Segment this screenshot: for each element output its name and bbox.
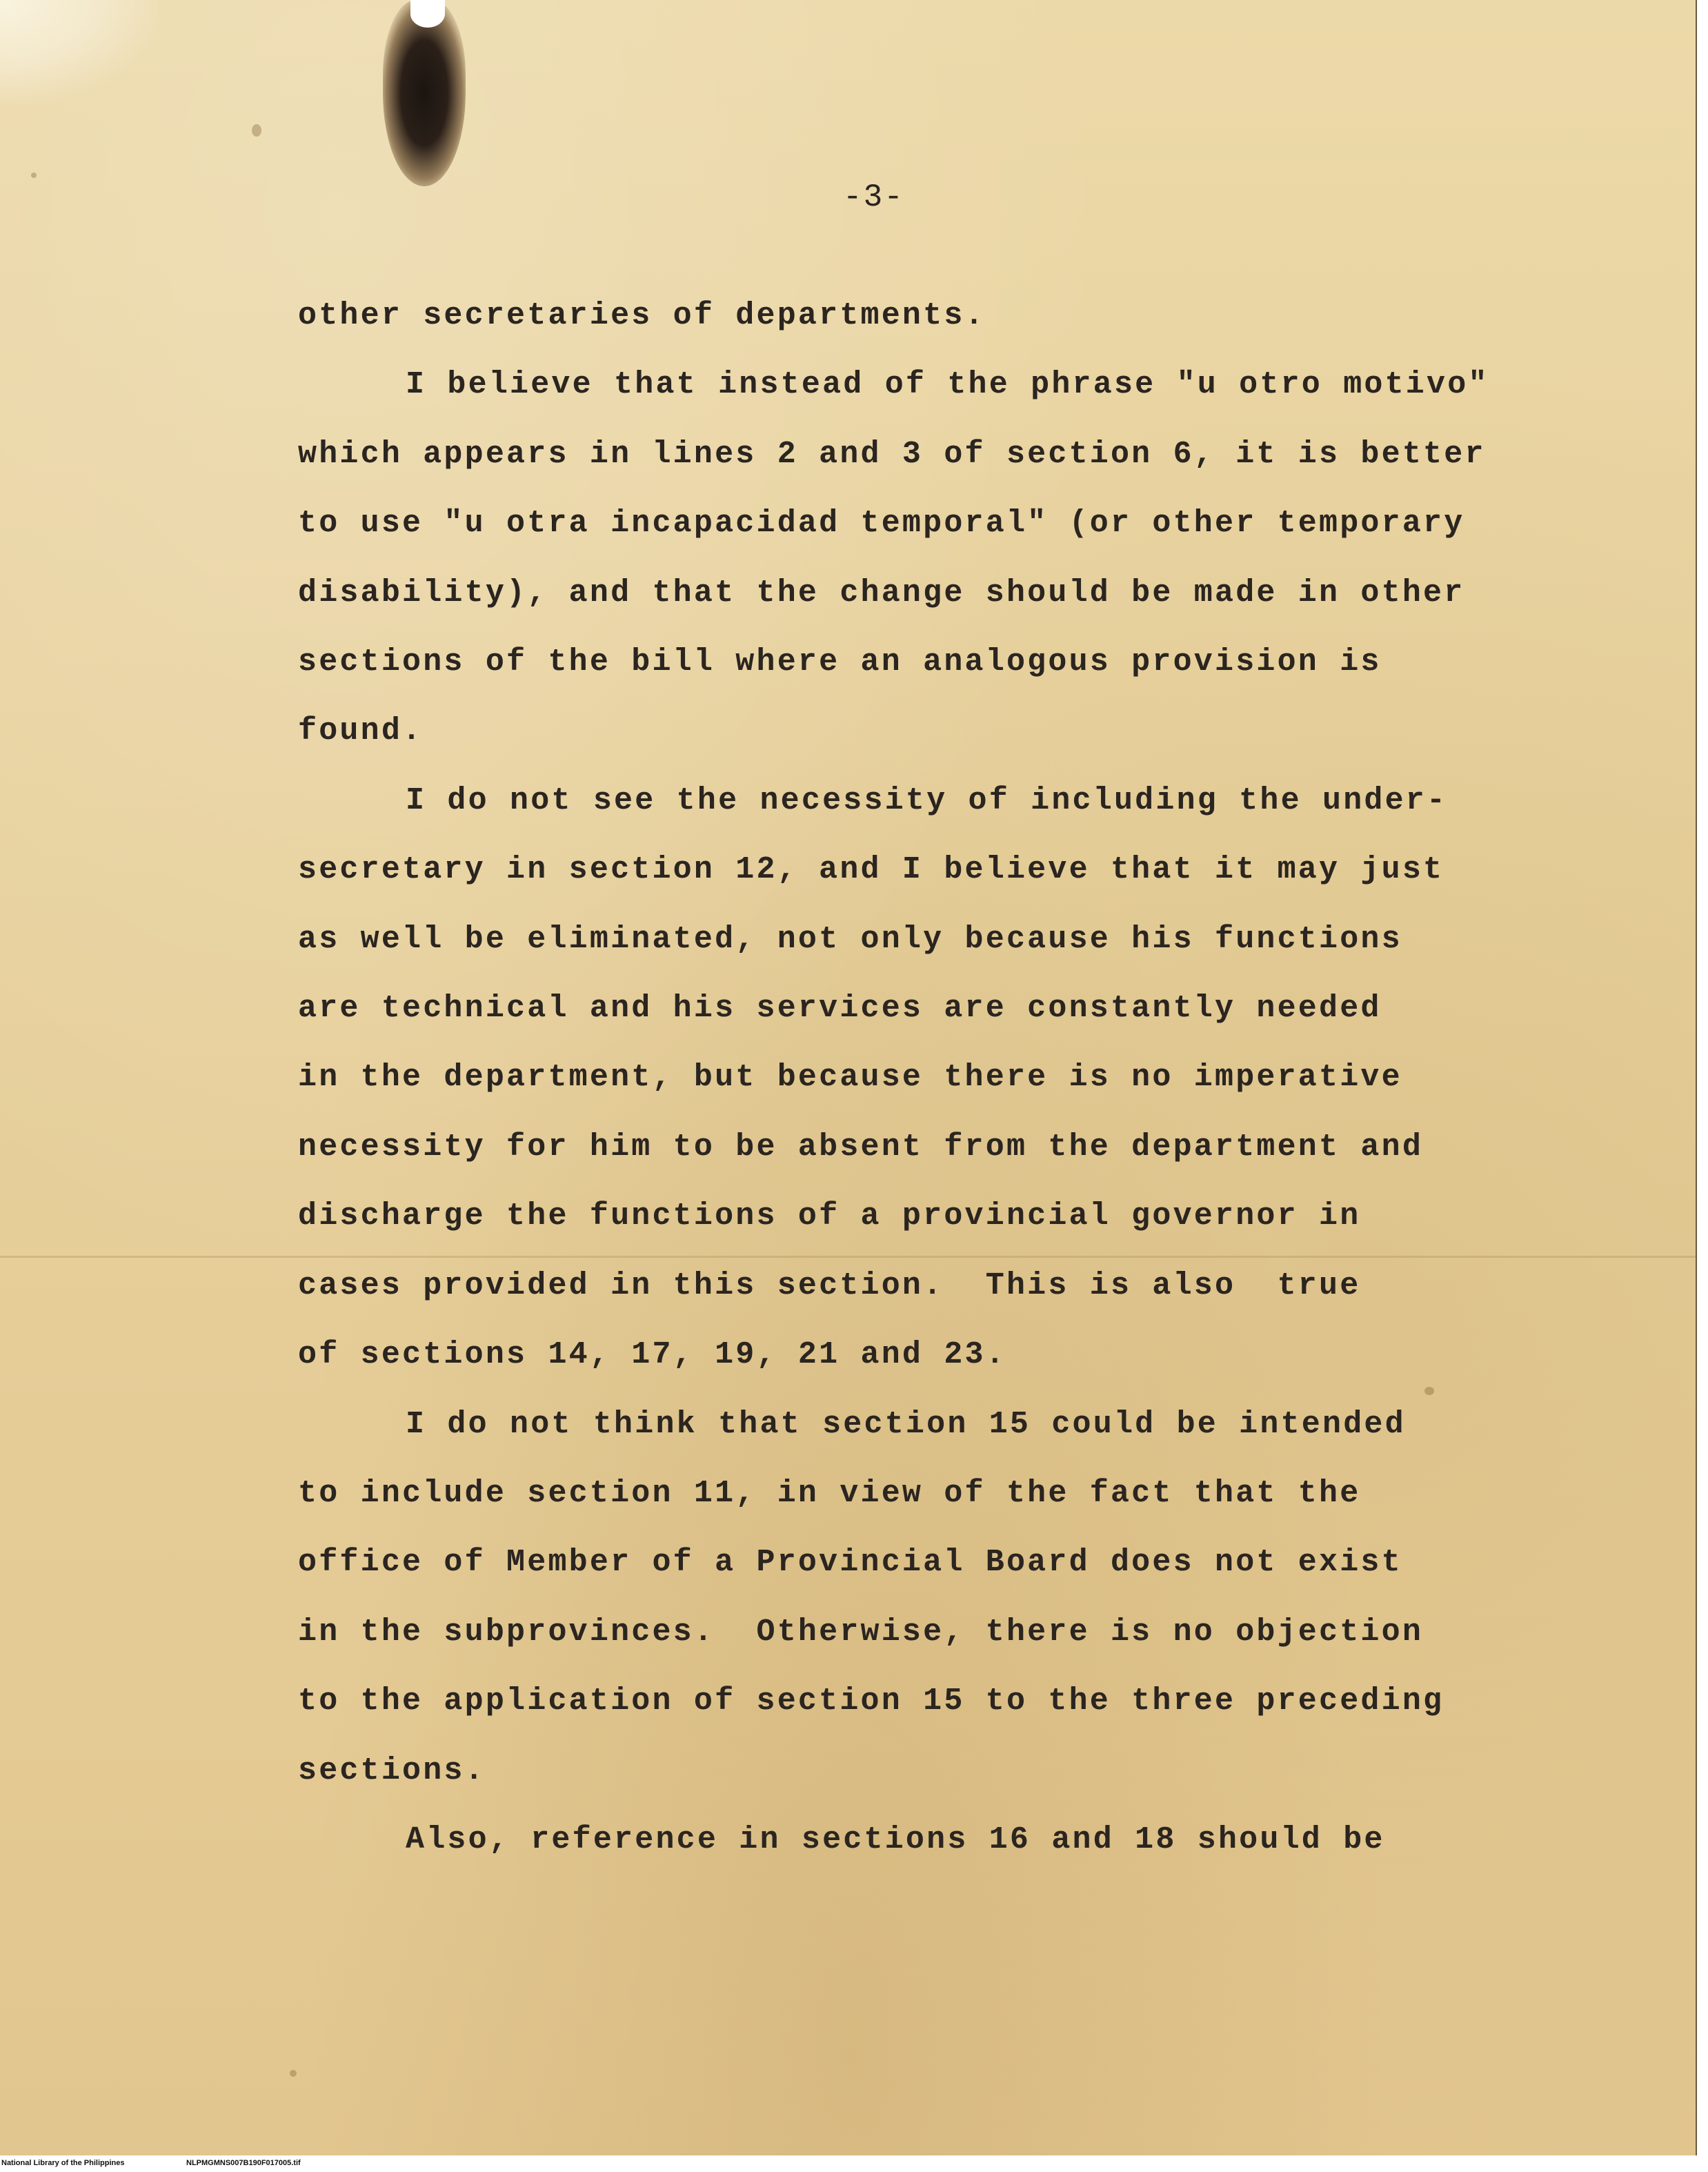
- text-line: sections of the bill where an analogous provision is: [298, 644, 1382, 680]
- text-line: in the department, but because there is no imperative: [298, 1060, 1402, 1096]
- text-line: in the subprovinces. Otherwise, there is no objection: [298, 1614, 1424, 1650]
- ink-speck: [31, 172, 37, 178]
- text-line: I believe that instead of the phrase "u otro motivo": [406, 367, 1489, 403]
- text-line: necessity for him to be absent from the department and: [298, 1129, 1424, 1165]
- text-line: other secretaries of departments.: [298, 298, 986, 333]
- library-credit: National Library of the Philippines: [1, 2159, 125, 2167]
- file-id: NLPMGMNS007B190F017005.tif: [186, 2159, 301, 2167]
- text-line: I do not think that section 15 could be intended: [406, 1406, 1406, 1442]
- text-line: I do not see the necessity of including the under-: [406, 782, 1448, 818]
- text-line: office of Member of a Provincial Board does not exist: [298, 1545, 1402, 1581]
- text-line: which appears in lines 2 and 3 of section 6, it is better: [298, 436, 1486, 472]
- ink-speck: [290, 2070, 297, 2077]
- text-line: discharge the functions of a provincial governor in: [298, 1198, 1361, 1234]
- burn-mark: [383, 0, 466, 186]
- text-line: disability), and that the change should be made in other: [298, 575, 1465, 611]
- text-line: cases provided in this section. This is also true: [298, 1267, 1361, 1303]
- ink-speck: [252, 124, 261, 137]
- text-line: sections.: [298, 1753, 486, 1788]
- text-line: to use "u otra incapacidad temporal" (or other temporary: [298, 506, 1465, 542]
- letter-body: [298, 282, 1512, 1875]
- text-line: found.: [298, 713, 424, 749]
- text-line: Also, reference in sections 16 and 18 should be: [406, 1821, 1385, 1857]
- burn-hole-gap: [410, 0, 445, 28]
- text-line: as well be eliminated, not only because his functions: [298, 921, 1402, 957]
- text-line: to the application of section 15 to the three preceding: [298, 1684, 1444, 1719]
- text-line: secretary in section 12, and I believe that it may just: [298, 852, 1444, 888]
- page-number: -3-: [843, 179, 904, 215]
- page-edge: [1696, 0, 1708, 2155]
- corner-wear: [0, 0, 159, 103]
- text-line: of sections 14, 17, 19, 21 and 23.: [298, 1337, 1006, 1373]
- text-line: are technical and his services are constantly needed: [298, 991, 1382, 1027]
- text-line: to include section 11, in view of the fact that the: [298, 1475, 1361, 1511]
